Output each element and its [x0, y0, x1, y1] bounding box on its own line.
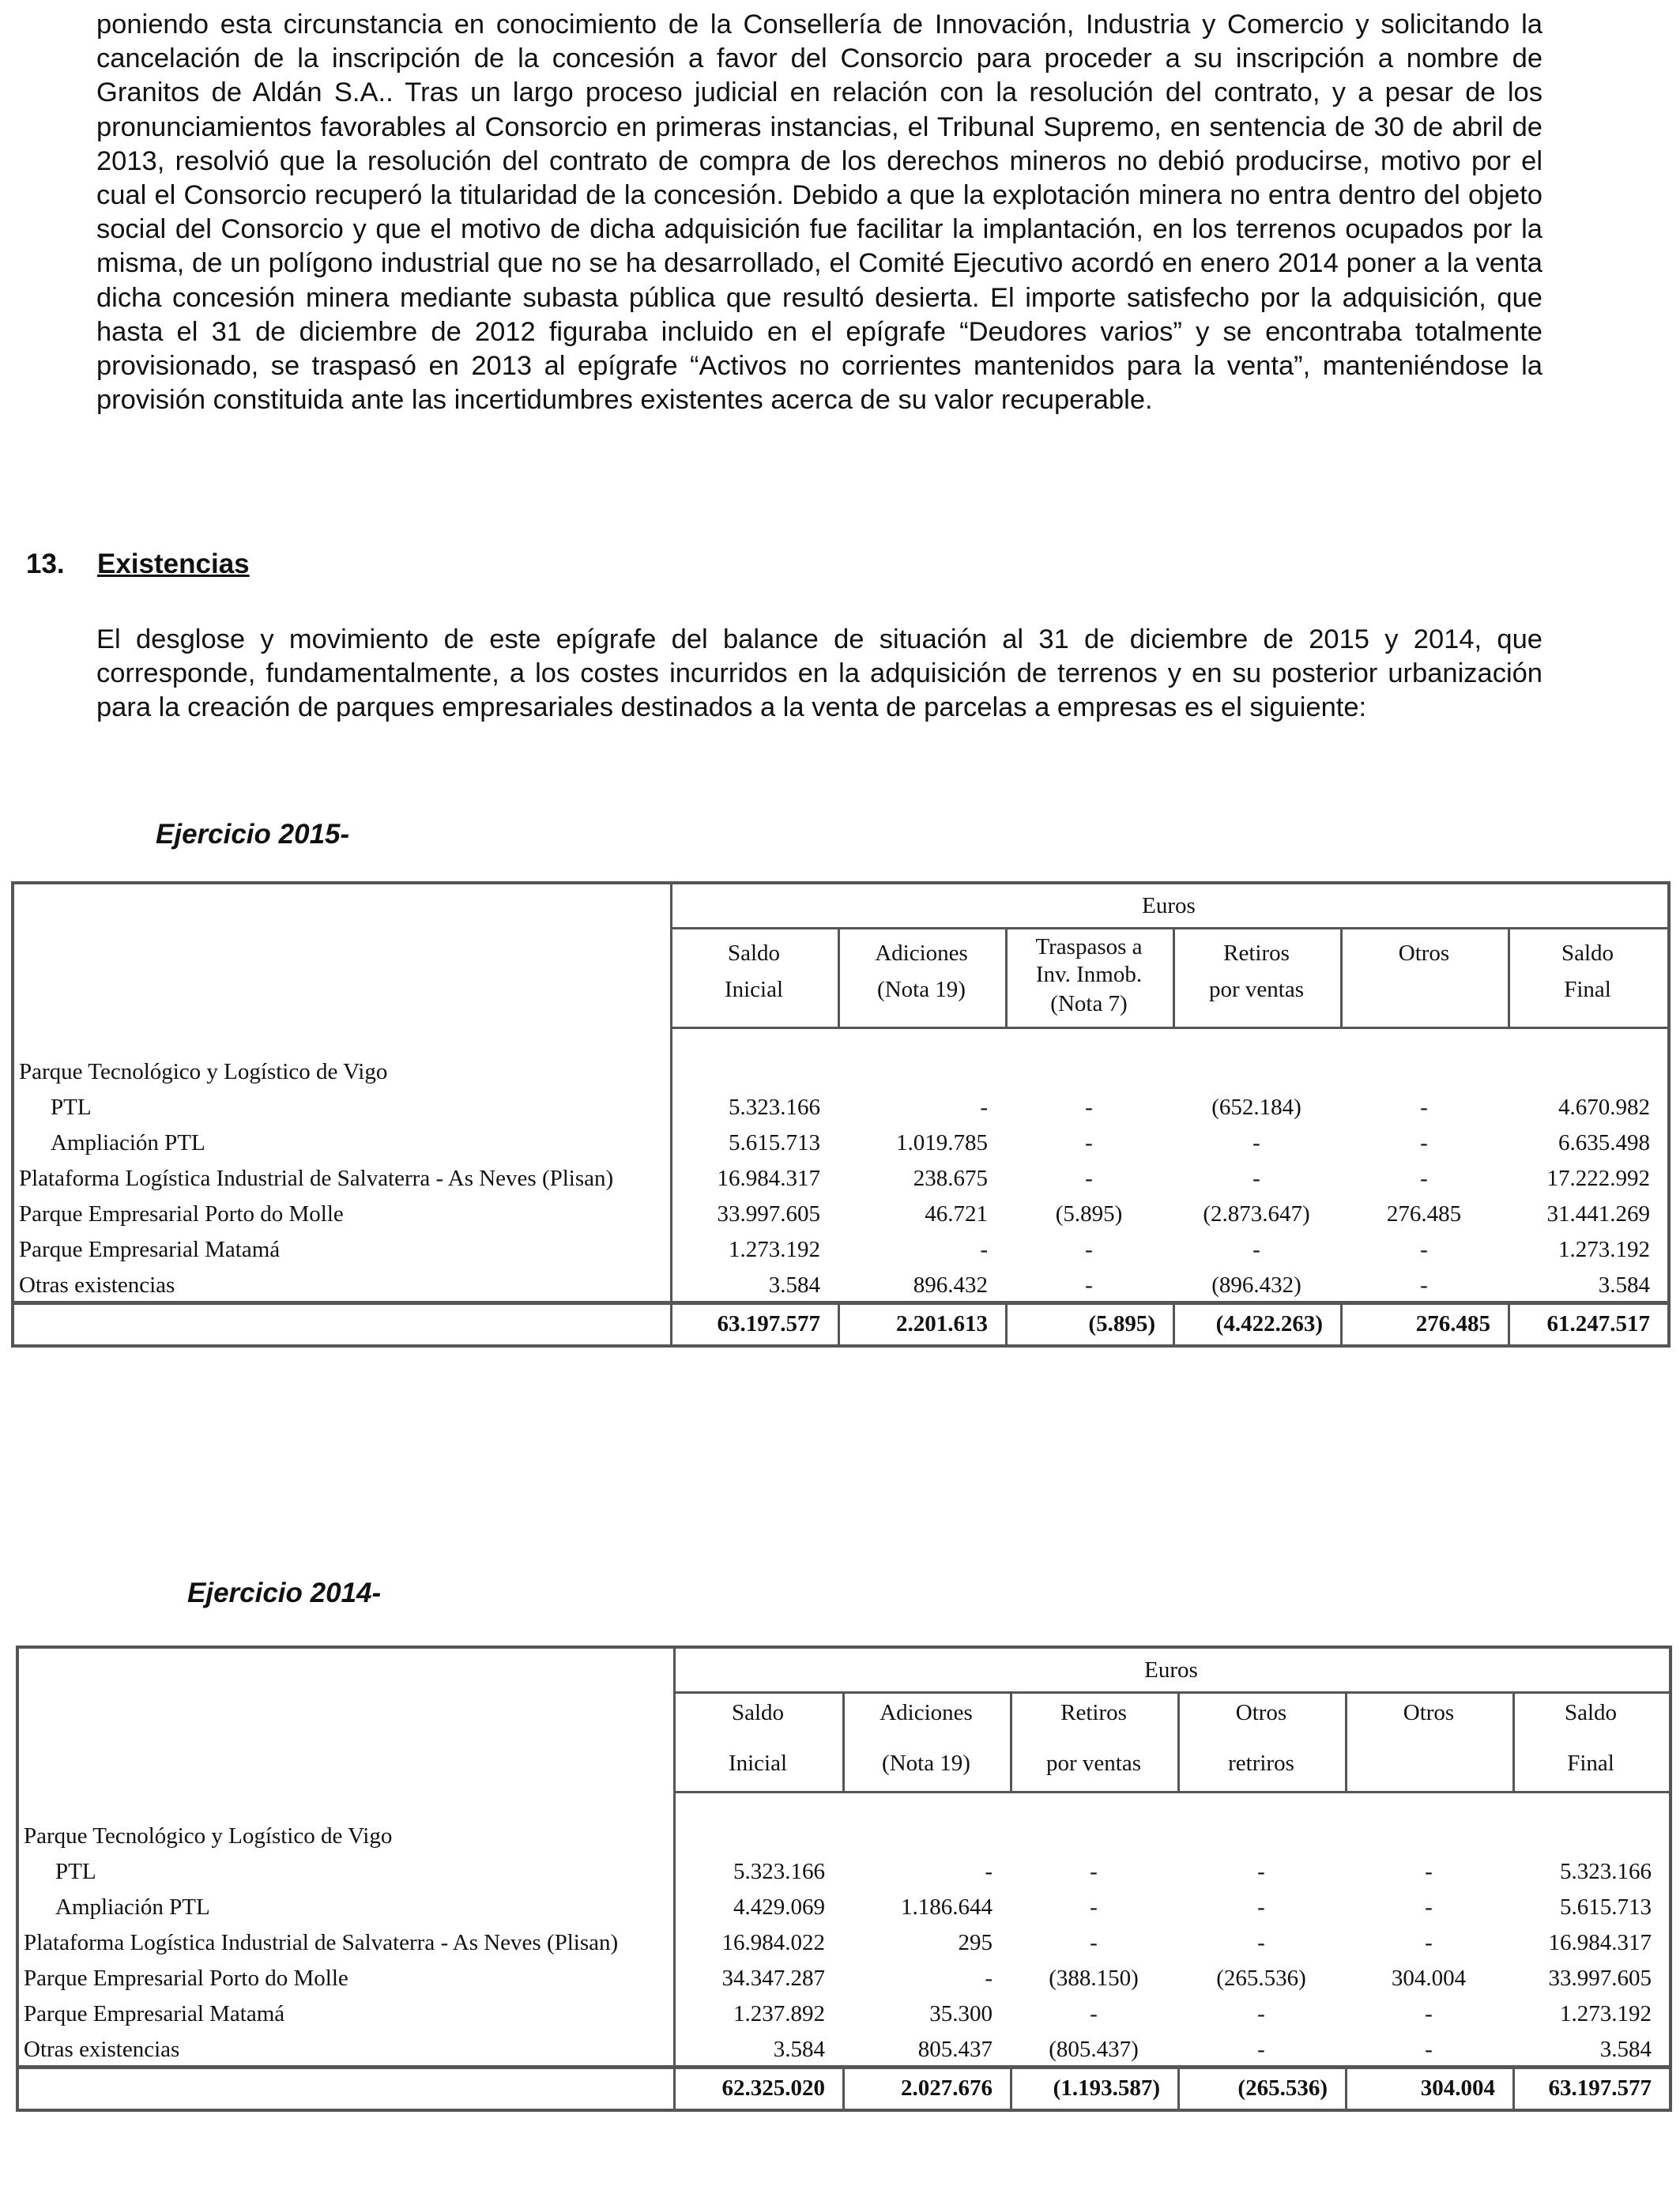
- row-label: PTL: [55, 1859, 96, 1884]
- table-cell: 4.429.069: [733, 1894, 825, 1920]
- table-cell: 17.222.992: [1546, 1166, 1650, 1191]
- currency-label: Euros: [1144, 1657, 1198, 1683]
- table-cell: 35.300: [929, 2001, 993, 2026]
- table-cell: 276.485: [1386, 1201, 1462, 1227]
- section-title: Existencias: [97, 548, 250, 579]
- table-cell: -: [1425, 1894, 1433, 1920]
- table-cell: -: [1252, 1130, 1260, 1155]
- table-cell: (652.184): [1211, 1095, 1301, 1120]
- column-header: Traspasos a: [1035, 934, 1143, 959]
- table-cell: 5.323.166: [729, 1095, 820, 1120]
- table-cell: -: [1420, 1166, 1428, 1191]
- table-cell: (5.895): [1055, 1201, 1123, 1227]
- table-2015: [11, 881, 1671, 1348]
- total-cell: (265.536): [1237, 2075, 1328, 2101]
- section-number: 13.: [26, 548, 65, 579]
- row-label: Otras existencias: [24, 2037, 180, 2062]
- table-cell: -: [985, 1966, 993, 1991]
- total-cell: (1.193.587): [1053, 2075, 1160, 2101]
- table-cell: -: [1257, 1930, 1265, 1955]
- table-cell: 16.984.022: [721, 1930, 825, 1955]
- column-header: Saldo: [1564, 1700, 1618, 1725]
- table-cell: -: [980, 1095, 988, 1120]
- table-2014: [16, 1646, 1672, 2112]
- table-cell: 3.584: [1599, 2037, 1652, 2062]
- table-cell: -: [1085, 1130, 1093, 1155]
- table-cell: -: [1425, 2037, 1433, 2062]
- column-header: Otros: [1235, 1700, 1287, 1725]
- column-header: retriros: [1228, 1751, 1294, 1776]
- table-cell: 295: [958, 1930, 993, 1955]
- column-header: (Nota 7): [1050, 991, 1128, 1016]
- table-cell: 3.584: [1598, 1272, 1650, 1298]
- column-header: Otros: [1398, 941, 1450, 966]
- total-divider: [14, 1301, 1667, 1305]
- table-cell: 1.273.192: [1558, 1237, 1650, 1262]
- column-header: Adiciones: [880, 1700, 973, 1725]
- table-cell: 805.437: [917, 2037, 993, 2062]
- table-cell: -: [1420, 1095, 1428, 1120]
- table-cell: 896.432: [913, 1272, 988, 1298]
- table-cell: 33.997.605: [717, 1201, 820, 1227]
- intro-text: poniendo esta circunstancia en conocimiento de la Consellería de Innovación, Industria y Comercio y solicitando la cancelación de la inscripción de la concesión a favor del Consorcio para proceder a su inscripción a nombre de Granitos de Aldán S.A.. Tras un largo proceso judicial en relación con la resolución del contrato, y a pesar de los pronunciamientos favorables al Consorcio en primeras instancias, el Tribunal Supremo, en sentencia de 30 de abril de 2013, resolvió que la resolución del contrato de compra de los derechos mineros no debió producirse, motivo por el cual el Consorcio recuperó la titularidad de la concesión. Debido a que la explotación minera no entra dentro del objeto social del Consorcio y que el motivo de dicha adquisición fue facilitar la implantación, en los terrenos ocupados por la misma, de un polígono industrial que no se ha desarrollado, el Comité Ejecutivo acordó en enero 2014 poner a la venta dicha concesión minera mediante subasta pública que resultó desierta. El importe satisfecho por la adquisición, que hasta el 31 de diciembre de 2012 figuraba incluido en el epígrafe “Deudores varios” y se encontraba totalmente provisionado, se traspasó en 2013 al epígrafe “Activos no corrientes mantenidos para la venta”, manteniéndose la provisión constituida ante las incertidumbres existentes acerca de su valor recuperable.: [96, 9, 1543, 416]
- row-label: Ampliación PTL: [55, 1894, 210, 1920]
- total-divider: [19, 2065, 1669, 2069]
- row-label: PTL: [51, 1095, 92, 1120]
- table-cell: 238.675: [913, 1166, 988, 1191]
- table-cell: 6.635.498: [1558, 1130, 1650, 1155]
- table-cell: 5.323.166: [1560, 1859, 1652, 1884]
- total-cell: 2.027.676: [901, 2075, 993, 2101]
- description-text: El desglose y movimiento de este epígrafe del balance de situación al 31 de diciembre de 2015 y 2014, que corresponde, fundamentalmente, a los costes incurridos en la adquisición de terrenos y en su posterior urbanización para la creación de parques empresariales destinados a la venta de parcelas a empresas es el siguiente:: [96, 624, 1543, 723]
- table-cell: 16.984.317: [1548, 1930, 1652, 1955]
- row-label: Plataforma Logística Industrial de Salvaterra - As Neves (Plisan): [19, 1166, 614, 1191]
- row-label: Parque Empresarial Porto do Molle: [19, 1201, 344, 1227]
- total-cell: 62.325.020: [721, 2075, 825, 2101]
- table-cell: -: [1090, 2001, 1098, 2026]
- table-cell: -: [1425, 2001, 1433, 2026]
- column-header: Retiros: [1060, 1700, 1127, 1725]
- column-header: Final: [1564, 977, 1611, 1002]
- header-divider: [670, 927, 1667, 929]
- table-cell: -: [1090, 1894, 1098, 1920]
- table-cell: -: [1252, 1166, 1260, 1191]
- intro-paragraph: [96, 8, 1543, 417]
- column-header: (Nota 19): [882, 1751, 970, 1776]
- table-2015-title: Ejercicio 2015-: [156, 819, 350, 850]
- header-divider: [673, 1791, 1669, 1793]
- table-cell: 1.273.192: [729, 1237, 820, 1262]
- row-group-label: Parque Tecnológico y Logístico de Vigo: [19, 1059, 388, 1084]
- table-cell: -: [1257, 1894, 1265, 1920]
- table-cell: 31.441.269: [1546, 1201, 1650, 1227]
- table-cell: 5.323.166: [733, 1859, 825, 1884]
- table-cell: 3.584: [768, 1272, 820, 1298]
- table-cell: -: [1420, 1237, 1428, 1262]
- table-cell: 1.186.644: [901, 1894, 993, 1920]
- currency-label: Euros: [1142, 893, 1196, 918]
- table-cell: -: [1420, 1272, 1428, 1298]
- row-label: Parque Empresarial Porto do Molle: [24, 1966, 348, 1991]
- table-cell: 16.984.317: [717, 1166, 820, 1191]
- total-cell: 2.201.613: [896, 1311, 988, 1336]
- table-cell: 1.273.192: [1560, 2001, 1652, 2026]
- table-cell: -: [1425, 1859, 1433, 1884]
- column-header: Inicial: [724, 977, 784, 1002]
- table-cell: -: [1425, 1930, 1433, 1955]
- column-header: Saldo: [727, 941, 781, 966]
- table-cell: 46.721: [925, 1201, 988, 1227]
- table-cell: -: [1085, 1237, 1093, 1262]
- row-label: Parque Empresarial Matamá: [19, 1237, 281, 1262]
- column-header: por ventas: [1046, 1751, 1141, 1776]
- table-cell: (805.437): [1049, 2037, 1139, 2062]
- total-cell: (4.422.263): [1215, 1311, 1323, 1336]
- row-group-label: Parque Tecnológico y Logístico de Vigo: [24, 1823, 393, 1849]
- table-cell: (265.536): [1216, 1966, 1306, 1991]
- total-cell: 63.197.577: [717, 1311, 820, 1336]
- table-cell: 5.615.713: [729, 1130, 820, 1155]
- table-cell: 33.997.605: [1548, 1966, 1652, 1991]
- table-cell: -: [980, 1237, 988, 1262]
- column-header: Retiros: [1223, 941, 1290, 966]
- table-cell: 304.004: [1391, 1966, 1467, 1991]
- table-cell: -: [1257, 2001, 1265, 2026]
- table-cell: 1.237.892: [733, 2001, 825, 2026]
- table-cell: (388.150): [1049, 1966, 1139, 1991]
- column-header: Inicial: [728, 1751, 788, 1776]
- row-label: Ampliación PTL: [51, 1130, 205, 1155]
- total-cell: 61.247.517: [1546, 1311, 1650, 1336]
- column-header: Adiciones: [875, 941, 968, 966]
- table-cell: 3.584: [773, 2037, 825, 2062]
- table-cell: 5.615.713: [1560, 1894, 1652, 1920]
- table-cell: -: [1085, 1272, 1093, 1298]
- row-label: Otras existencias: [19, 1272, 175, 1298]
- table-cell: -: [1090, 1930, 1098, 1955]
- table-cell: -: [985, 1859, 993, 1884]
- header-divider: [670, 1027, 1667, 1029]
- table-cell: 1.019.785: [896, 1130, 988, 1155]
- table-cell: (2.873.647): [1203, 1201, 1310, 1227]
- section-description: [96, 623, 1543, 726]
- table-cell: 4.670.982: [1558, 1095, 1650, 1120]
- table-cell: -: [1085, 1095, 1093, 1120]
- table-cell: (896.432): [1211, 1272, 1301, 1298]
- column-header: Inv. Inmob.: [1035, 962, 1143, 987]
- row-label: Plataforma Logística Industrial de Salvaterra - As Neves (Plisan): [24, 1930, 619, 1955]
- column-header: (Nota 19): [877, 977, 966, 1002]
- table-2014-title: Ejercicio 2014-: [187, 1578, 382, 1608]
- table-cell: 34.347.287: [721, 1966, 825, 1991]
- column-header: Otros: [1403, 1700, 1455, 1725]
- total-cell: 276.485: [1415, 1311, 1490, 1336]
- table-cell: -: [1090, 1859, 1098, 1884]
- table-cell: -: [1257, 2037, 1265, 2062]
- table-cell: -: [1085, 1166, 1093, 1191]
- table-cell: -: [1420, 1130, 1428, 1155]
- column-header: por ventas: [1209, 977, 1304, 1002]
- column-header: Saldo: [731, 1700, 785, 1725]
- total-cell: 304.004: [1420, 2075, 1495, 2101]
- section-heading: [26, 548, 250, 580]
- total-cell: (5.895): [1088, 1311, 1155, 1336]
- column-header: Saldo: [1561, 941, 1614, 966]
- table-cell: -: [1252, 1237, 1260, 1262]
- column-header: Final: [1567, 1751, 1614, 1776]
- row-label: Parque Empresarial Matamá: [24, 2001, 285, 2026]
- header-divider: [673, 1691, 1669, 1694]
- total-cell: 63.197.577: [1548, 2075, 1652, 2101]
- table-cell: -: [1257, 1859, 1265, 1884]
